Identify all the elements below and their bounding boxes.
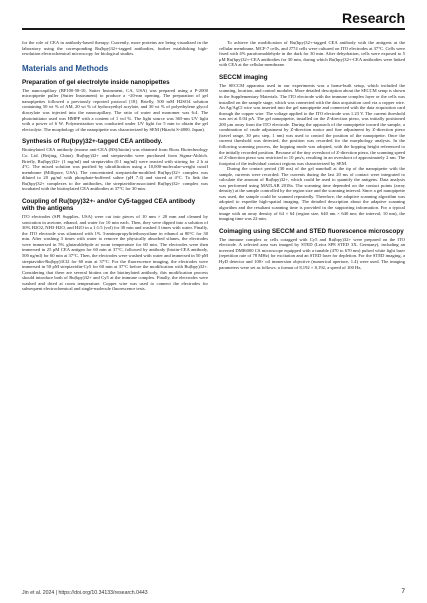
section-heading-materials-methods: Materials and Methods [22, 63, 109, 73]
journal-name: Research [341, 10, 405, 26]
left-column [22, 40, 208, 292]
subheading-synthesis-antibody: Synthesis of Ru(bpy)32+-tagged CEA antibody. [22, 138, 163, 146]
paragraph-synthesis-antibody: Biotinylated CEA antibody (mouse anti-CEA (BS)/biotin) was obtained from Bioss Biotechnology Co. Ltd. (Beijing, China). Ru(bpy)32+ and streptavidin were purchased from Sigma-Aldrich. Briefly, Ru(bpy)32+ (1 mg/ml) and streptavidin (0.1 mg/ml) were reacted with stirring for 2 h at 4°C. The mixed solution was purified by ultrafiltration using a 10,000-molecular-weight cutoff membrane (Millipore, USA). The concentrated streptavidin-modified Ru(bpy)32+ complex was diluted to 20 μg/ml with phosphate-buffered saline (pH 7.4) and stored at 4°C. To link the Ru(bpy)32+ complexes to the antibodies, the streptavidin-associated Ru(bpy)32+ complex was incubated with the biotinylated CEA antibodies at 37°C for 30 min. [22, 147, 208, 192]
intro-paragraph: for the role of CEA in antibody-based therapy. Currently, more proteins are being visualized in the laboratory using the corresponding Ru(bpy)32+-tagged antibodies, further establishing high-resolution electrochemical microscopy for biological studies. [22, 40, 208, 57]
paragraph-coupling-antigens: ITO electrodes (SPI Supplies, USA) were cut into pieces of 10 mm × 20 mm and cleaned by sonication in acetone, ethanol, and water for 10 min each. Then, they were dipped into a solution of 30% H2O2, NH3·H2O, and H2O in a 1:1:5 (vol) for 30 min and washed 3 times with water. Finally, the ITO electrode was silanized with 1% 3-aminopropyltriethoxysilane in ethanol at 80°C for 30 min. After washing 3 times with water to remove the physically absorbed silanes, the electrodes were immersed in 5% glutaraldehyde at room temperature for 60 min. The electrodes were then immersed in 25 pM CEA antigen for 60 min at 37°C, followed by antibody (biotin-CEA antibody, 500 ng/ml) for 60 min at 37°C. Then, the electrodes were washed with water and immersed in 50 pM streptavidin-Ru(bpy)3Cl2 for 60 min at 37°C. For the fluorescence imaging, the electrodes were immersed in 50 pM streptavidin-Cy5 for 60 min at 37°C before the modification with Ru(bpy)32+. Considering that there are several biotins on the biotinylated antibody, this modification process should introduce both of Ru(bpy)32+ and Cy5 at the immune complex. Finally, the electrodes were washed and dried at room temperature. Copper wire was used to connect the electrodes for subsequent electrochemical and single-molecule fluorescence tests. [22, 214, 208, 292]
paragraph-coimaging: The immune complex or cells cotagged with Cy5 and Ru(bpy)32+ were prepared on the ITO electrode. A selected area was imaged by STED (Leica SP8 STED 3X, Germany), including an inverted DMI6000 CS microscope equipped with a tunable (470 to 670 nm) pulsed white light laser (repetition rate of 78 MHz) for excitation and an STED laser for depletion. For the STED imaging, a HyD detector and 100× oil immersion objective (numerical aperture, 1.4) were used. The imaging parameters were set as follows: a format of 8,192 × 8,192, a speed of 100 Hz, [219, 236, 405, 270]
subheading-gel-electrolyte: Preparation of gel electrolyte inside nanopipettes [22, 78, 170, 86]
header-rule [22, 28, 405, 30]
subheading-coupling-antigens: Coupling of Ru(bpy)32+- and/or Cy5-tagged CEA antibody with the antigens [22, 197, 196, 212]
page-number: 7 [401, 588, 405, 595]
subheading-seccm-imaging: SECCM imaging [219, 73, 268, 81]
paragraph-cell-modification: To achieve the modification of Ru(bpy)32+-tagged CEA antibody with the antigens at the cellular membrane, MCF-7 cells, and J774 cells were cultured on ITO electrodes at 37°C. Cells were fixed with 4% paraformaldehyde in the dark for 30 min. After dehydration, cells were exposed to 5 μM Ru(bpy)32+-CEA antibodies for 30 min, during which Ru(bpy)32+-CEA antibodies were linked with CEA at the cellular membrane. [219, 40, 405, 68]
paragraph-seccm-setup: The SECCM apparatus used in our experiments was a home-built setup, which included the scanning, location, and control modules. More detailed description about the SECCM setup is shown in the Supplementary Materials. The ITO electrode with the immune complex layer or the cells was installed on the sample stage, which was connected with the data acquisition card via a copper wire. An Ag/AgCl wire was inserted into the gel nanopipette and connected with the data acquisition card through the copper wire. The voltage applied to the ITO electrode was 1.23 V. The current threshold was set at 0.04 pA. The gel nanopipette, installed on the Z-direction piezo, was initially positioned 200 μm away from the ITO electrode. During the approach of the nanopipette toward the sample, a combination of crude adjustment by Z-direction motor and fine adjustment by Z-direction piezo (travel range, 30 μm; step, 1 nm) was used to control the position of the nanopipette. Once the current threshold was detected, the position was recorded for the morphology analysis. In the following scanning process, the hopping mode was adopted, with the hopping height referenced to the initially recorded position. Because of the tiny overshoot of Z-direction piezo, the scanning speed of Z-direction piezo was restricted to 10 μm/s, resulting in an overshoot of approximately 2 nm. The footprint of the individual contact regions was characterized by SEM. [219, 82, 405, 166]
subheading-coimaging: Coimaging using SECCM and STED fluorescence microscopy [219, 227, 404, 235]
footer-citation: Jin et al. 2024 | https://doi.org/10.34133/research.0443 [22, 590, 148, 596]
right-column [219, 40, 405, 270]
paragraph-gel-electrolyte: The nanocapillary (BF100-58-10, Sutter Instrument, CA, USA) was prepared using a P-2000 micropipette puller (Sutter Instrument) to produce a ~20-nm opening. The preparation of gel nanopipettes followed a previously reported protocol [18]. Briefly, 500 mM H2SO4 solution containing 50 wt % of AM, 20 wt % of hydroxyethyl acrylate, and 30 wt % of polyethylene glycol diacrylate was injected into the nanocapillary. The ratio of water and monomer was 6:4. The photoinitiator used was HMPP with a content of 1 vol %. The light source was 365-nm UV light with a power of 6 W. Polymerization was conducted under UV light for 5 min to obtain the gel electrolyte. The morphology of the nanopipette was characterized by SEM (Hitachi S-4800, Japan). [22, 87, 208, 132]
paragraph-contact-period: During the contact period (30 ms) of the gel nanoball at the tip of the nanopipette with the sample, currents were recorded. The currents during the last 20 ms of contact were integrated to calculate the amount of Ru(bpy)32+, which could be used to quantify the antigens. Data analysis was performed using MATLAB 2018a. The scanning time depended on the contact points (array density) at the sample controlled by the region size and the scanning interval. Since a gel nanopipette was used, the sample could be scanned repeatedly. Therefore, the adaptive scanning algorithm was adopted to expedite high-spatial imaging. The detailed description about the adaptive scanning algorithm and the resultant scanning time is provided in the supporting information. For a typical image with an array density of 64 × 64 (region size, 640 nm × 640 nm; the interval, 10 nm), the imaging time was 22 min. [219, 166, 405, 222]
